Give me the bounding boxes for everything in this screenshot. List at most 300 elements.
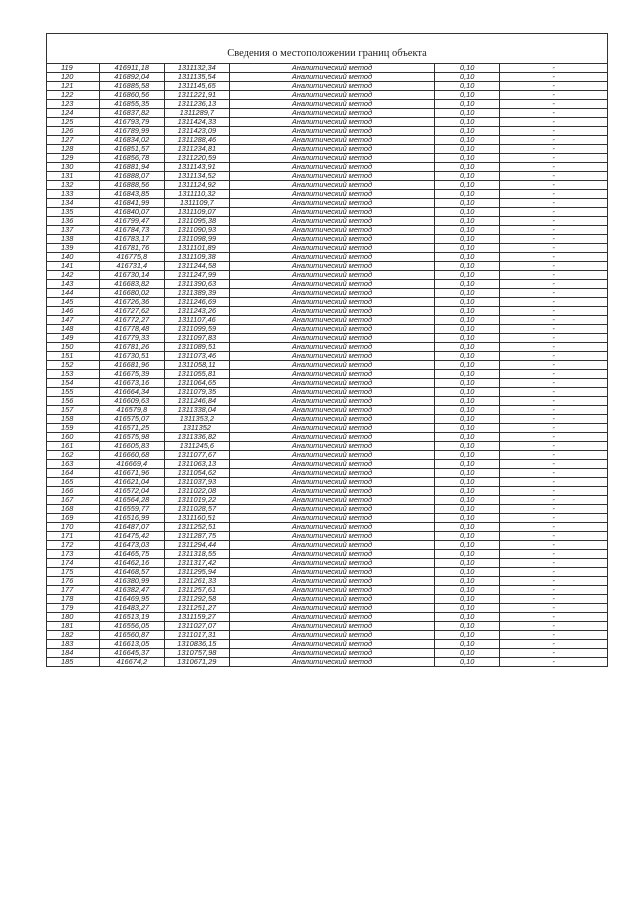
table-row — [47, 289, 608, 298]
y-coordinate-cell: 1311054,62 — [164, 469, 229, 478]
point-number-cell: 138 — [47, 235, 100, 244]
point-number-cell: 131 — [47, 172, 100, 181]
y-coordinate-cell: 1311079,35 — [164, 388, 229, 397]
y-coordinate-cell: 1311336,82 — [164, 433, 229, 442]
x-coordinate-cell: 416784,73 — [99, 226, 164, 235]
x-coordinate-cell: 416727,62 — [99, 307, 164, 316]
point-number-cell: 142 — [47, 271, 100, 280]
point-number-cell: 124 — [47, 109, 100, 118]
table-row — [47, 280, 608, 289]
table-row — [47, 487, 608, 496]
note-cell: - — [500, 568, 608, 577]
point-number-cell: 146 — [47, 307, 100, 316]
y-coordinate-cell: 1311134,52 — [164, 172, 229, 181]
accuracy-cell: 0,10 — [435, 478, 500, 487]
note-cell: - — [500, 289, 608, 298]
method-cell: Аналитический метод — [229, 487, 434, 496]
point-number-cell: 165 — [47, 478, 100, 487]
method-cell: Аналитический метод — [229, 469, 434, 478]
point-number-cell: 183 — [47, 640, 100, 649]
method-cell: Аналитический метод — [229, 406, 434, 415]
method-cell: Аналитический метод — [229, 199, 434, 208]
accuracy-cell: 0,10 — [435, 415, 500, 424]
accuracy-cell: 0,10 — [435, 118, 500, 127]
point-number-cell: 151 — [47, 352, 100, 361]
method-cell: Аналитический метод — [229, 352, 434, 361]
note-cell: - — [500, 172, 608, 181]
point-number-cell: 152 — [47, 361, 100, 370]
accuracy-cell: 0,10 — [435, 433, 500, 442]
note-cell: - — [500, 514, 608, 523]
method-cell: Аналитический метод — [229, 532, 434, 541]
note-cell: - — [500, 577, 608, 586]
method-cell: Аналитический метод — [229, 289, 434, 298]
table-row — [47, 496, 608, 505]
point-number-cell: 149 — [47, 334, 100, 343]
note-cell: - — [500, 559, 608, 568]
note-cell: - — [500, 109, 608, 118]
accuracy-cell: 0,10 — [435, 532, 500, 541]
point-number-cell: 172 — [47, 541, 100, 550]
point-number-cell: 144 — [47, 289, 100, 298]
method-cell: Аналитический метод — [229, 82, 434, 91]
accuracy-cell: 0,10 — [435, 559, 500, 568]
method-cell: Аналитический метод — [229, 496, 434, 505]
method-cell: Аналитический метод — [229, 613, 434, 622]
table-title: Сведения о местоположении границ объекта — [47, 44, 608, 64]
table-row — [47, 181, 608, 190]
point-number-cell: 168 — [47, 505, 100, 514]
table-row — [47, 208, 608, 217]
boundary-coordinates-table — [46, 33, 608, 667]
table-row — [47, 262, 608, 271]
note-cell: - — [500, 235, 608, 244]
x-coordinate-cell: 416675,39 — [99, 370, 164, 379]
accuracy-cell: 0,10 — [435, 163, 500, 172]
y-coordinate-cell: 1311352 — [164, 424, 229, 433]
method-cell: Аналитический метод — [229, 253, 434, 262]
method-cell: Аналитический метод — [229, 343, 434, 352]
table-row — [47, 361, 608, 370]
note-cell: - — [500, 127, 608, 136]
point-number-cell: 136 — [47, 217, 100, 226]
x-coordinate-cell: 416579,8 — [99, 406, 164, 415]
x-coordinate-cell: 416465,75 — [99, 550, 164, 559]
table-row — [47, 532, 608, 541]
method-cell: Аналитический метод — [229, 541, 434, 550]
note-cell: - — [500, 550, 608, 559]
y-coordinate-cell: 1311318,55 — [164, 550, 229, 559]
accuracy-cell: 0,10 — [435, 451, 500, 460]
point-number-cell: 174 — [47, 559, 100, 568]
accuracy-cell: 0,10 — [435, 343, 500, 352]
table-row — [47, 550, 608, 559]
x-coordinate-cell: 416571,25 — [99, 424, 164, 433]
accuracy-cell: 0,10 — [435, 361, 500, 370]
y-coordinate-cell: 1311389,39 — [164, 289, 229, 298]
method-cell: Аналитический метод — [229, 163, 434, 172]
x-coordinate-cell: 416559,77 — [99, 505, 164, 514]
y-coordinate-cell: 1311247,99 — [164, 271, 229, 280]
accuracy-cell: 0,10 — [435, 334, 500, 343]
note-cell: - — [500, 505, 608, 514]
note-cell: - — [500, 622, 608, 631]
y-coordinate-cell: 1311145,65 — [164, 82, 229, 91]
note-cell: - — [500, 253, 608, 262]
accuracy-cell: 0,10 — [435, 586, 500, 595]
point-number-cell: 119 — [47, 64, 100, 73]
accuracy-cell: 0,10 — [435, 541, 500, 550]
note-cell: - — [500, 163, 608, 172]
y-coordinate-cell: 1311019,22 — [164, 496, 229, 505]
table-row — [47, 379, 608, 388]
x-coordinate-cell: 416851,57 — [99, 145, 164, 154]
table-row — [47, 451, 608, 460]
y-coordinate-cell: 1311095,38 — [164, 217, 229, 226]
accuracy-cell: 0,10 — [435, 208, 500, 217]
x-coordinate-cell: 416783,17 — [99, 235, 164, 244]
method-cell: Аналитический метод — [229, 388, 434, 397]
table-row — [47, 505, 608, 514]
table-row — [47, 82, 608, 91]
table-row — [47, 370, 608, 379]
note-cell: - — [500, 433, 608, 442]
y-coordinate-cell: 1311243,26 — [164, 307, 229, 316]
point-number-cell: 135 — [47, 208, 100, 217]
point-number-cell: 148 — [47, 325, 100, 334]
note-cell: - — [500, 478, 608, 487]
method-cell: Аналитический метод — [229, 334, 434, 343]
x-coordinate-cell: 416772,27 — [99, 316, 164, 325]
note-cell: - — [500, 595, 608, 604]
note-cell: - — [500, 307, 608, 316]
point-number-cell: 156 — [47, 397, 100, 406]
table-row — [47, 514, 608, 523]
accuracy-cell: 0,10 — [435, 388, 500, 397]
y-coordinate-cell: 1311295,94 — [164, 568, 229, 577]
y-coordinate-cell: 1311037,93 — [164, 478, 229, 487]
y-coordinate-cell: 1310671,29 — [164, 658, 229, 667]
method-cell: Аналитический метод — [229, 568, 434, 577]
point-number-cell: 121 — [47, 82, 100, 91]
x-coordinate-cell: 416683,82 — [99, 280, 164, 289]
y-coordinate-cell: 1311027,07 — [164, 622, 229, 631]
table-row — [47, 109, 608, 118]
note-cell: - — [500, 244, 608, 253]
method-cell: Аналитический метод — [229, 361, 434, 370]
point-number-cell: 180 — [47, 613, 100, 622]
x-coordinate-cell: 416673,16 — [99, 379, 164, 388]
table-row — [47, 298, 608, 307]
point-number-cell: 122 — [47, 91, 100, 100]
table-row — [47, 613, 608, 622]
note-cell: - — [500, 451, 608, 460]
x-coordinate-cell: 416609,63 — [99, 397, 164, 406]
y-coordinate-cell: 1311077,67 — [164, 451, 229, 460]
method-cell: Аналитический метод — [229, 100, 434, 109]
accuracy-cell: 0,10 — [435, 325, 500, 334]
x-coordinate-cell: 416860,56 — [99, 91, 164, 100]
accuracy-cell: 0,10 — [435, 271, 500, 280]
accuracy-cell: 0,10 — [435, 235, 500, 244]
note-cell: - — [500, 145, 608, 154]
note-cell: - — [500, 82, 608, 91]
point-number-cell: 129 — [47, 154, 100, 163]
table-row — [47, 136, 608, 145]
point-number-cell: 137 — [47, 226, 100, 235]
y-coordinate-cell: 1310757,98 — [164, 649, 229, 658]
note-cell: - — [500, 649, 608, 658]
note-cell: - — [500, 64, 608, 73]
table-row — [47, 199, 608, 208]
table-row — [47, 523, 608, 532]
table-row — [47, 469, 608, 478]
method-cell: Аналитический метод — [229, 595, 434, 604]
x-coordinate-cell: 416664,34 — [99, 388, 164, 397]
y-coordinate-cell: 1311287,75 — [164, 532, 229, 541]
x-coordinate-cell: 416731,4 — [99, 262, 164, 271]
x-coordinate-cell: 416605,83 — [99, 442, 164, 451]
accuracy-cell: 0,10 — [435, 640, 500, 649]
x-coordinate-cell: 416855,35 — [99, 100, 164, 109]
point-number-cell: 130 — [47, 163, 100, 172]
note-cell: - — [500, 523, 608, 532]
document-page — [46, 33, 608, 667]
y-coordinate-cell: 1311257,61 — [164, 586, 229, 595]
y-coordinate-cell: 1311143,91 — [164, 163, 229, 172]
x-coordinate-cell: 416888,56 — [99, 181, 164, 190]
x-coordinate-cell: 416681,96 — [99, 361, 164, 370]
y-coordinate-cell: 1311261,33 — [164, 577, 229, 586]
table-row — [47, 406, 608, 415]
accuracy-cell: 0,10 — [435, 73, 500, 82]
x-coordinate-cell: 416911,18 — [99, 64, 164, 73]
point-number-cell: 159 — [47, 424, 100, 433]
x-coordinate-cell: 416487,07 — [99, 523, 164, 532]
y-coordinate-cell: 1311159,27 — [164, 613, 229, 622]
y-coordinate-cell: 1311160,51 — [164, 514, 229, 523]
note-cell: - — [500, 217, 608, 226]
x-coordinate-cell: 416843,85 — [99, 190, 164, 199]
y-coordinate-cell: 1311245,6 — [164, 442, 229, 451]
accuracy-cell: 0,10 — [435, 82, 500, 91]
point-number-cell: 164 — [47, 469, 100, 478]
accuracy-cell: 0,10 — [435, 613, 500, 622]
note-cell: - — [500, 379, 608, 388]
point-number-cell: 173 — [47, 550, 100, 559]
accuracy-cell: 0,10 — [435, 91, 500, 100]
accuracy-cell: 0,10 — [435, 568, 500, 577]
point-number-cell: 126 — [47, 127, 100, 136]
accuracy-cell: 0,10 — [435, 145, 500, 154]
point-number-cell: 161 — [47, 442, 100, 451]
method-cell: Аналитический метод — [229, 415, 434, 424]
x-coordinate-cell: 416645,37 — [99, 649, 164, 658]
accuracy-cell: 0,10 — [435, 550, 500, 559]
x-coordinate-cell: 416799,47 — [99, 217, 164, 226]
note-cell: - — [500, 532, 608, 541]
y-coordinate-cell: 1311090,93 — [164, 226, 229, 235]
y-coordinate-cell: 1311288,46 — [164, 136, 229, 145]
x-coordinate-cell: 416730,51 — [99, 352, 164, 361]
table-row — [47, 352, 608, 361]
method-cell: Аналитический метод — [229, 136, 434, 145]
accuracy-cell: 0,10 — [435, 595, 500, 604]
accuracy-cell: 0,10 — [435, 505, 500, 514]
method-cell: Аналитический метод — [229, 262, 434, 271]
table-row — [47, 424, 608, 433]
accuracy-cell: 0,10 — [435, 298, 500, 307]
x-coordinate-cell: 416892,04 — [99, 73, 164, 82]
method-cell: Аналитический метод — [229, 244, 434, 253]
x-coordinate-cell: 416781,26 — [99, 343, 164, 352]
method-cell: Аналитический метод — [229, 109, 434, 118]
x-coordinate-cell: 416674,2 — [99, 658, 164, 667]
accuracy-cell: 0,10 — [435, 352, 500, 361]
method-cell: Аналитический метод — [229, 118, 434, 127]
table-row — [47, 595, 608, 604]
method-cell: Аналитический метод — [229, 397, 434, 406]
table-row — [47, 478, 608, 487]
accuracy-cell: 0,10 — [435, 658, 500, 667]
accuracy-cell: 0,10 — [435, 217, 500, 226]
accuracy-cell: 0,10 — [435, 424, 500, 433]
y-coordinate-cell: 1311058,11 — [164, 361, 229, 370]
note-cell: - — [500, 487, 608, 496]
y-coordinate-cell: 1311294,44 — [164, 541, 229, 550]
x-coordinate-cell: 416779,33 — [99, 334, 164, 343]
table-row — [47, 244, 608, 253]
point-number-cell: 150 — [47, 343, 100, 352]
y-coordinate-cell: 1311109,7 — [164, 199, 229, 208]
method-cell: Аналитический метод — [229, 631, 434, 640]
method-cell: Аналитический метод — [229, 442, 434, 451]
point-number-cell: 125 — [47, 118, 100, 127]
note-cell: - — [500, 118, 608, 127]
y-coordinate-cell: 1311338,04 — [164, 406, 229, 415]
x-coordinate-cell: 416840,07 — [99, 208, 164, 217]
y-coordinate-cell: 1311234,81 — [164, 145, 229, 154]
table-row — [47, 631, 608, 640]
note-cell: - — [500, 334, 608, 343]
table-row — [47, 325, 608, 334]
point-number-cell: 158 — [47, 415, 100, 424]
y-coordinate-cell: 1311252,51 — [164, 523, 229, 532]
y-coordinate-cell: 1311063,13 — [164, 460, 229, 469]
method-cell: Аналитический метод — [229, 280, 434, 289]
point-number-cell: 184 — [47, 649, 100, 658]
y-coordinate-cell: 1311424,33 — [164, 118, 229, 127]
table-row — [47, 118, 608, 127]
method-cell: Аналитический метод — [229, 460, 434, 469]
accuracy-cell: 0,10 — [435, 577, 500, 586]
y-coordinate-cell: 1311099,59 — [164, 325, 229, 334]
x-coordinate-cell: 416560,87 — [99, 631, 164, 640]
note-cell: - — [500, 631, 608, 640]
method-cell: Аналитический метод — [229, 658, 434, 667]
method-cell: Аналитический метод — [229, 478, 434, 487]
method-cell: Аналитический метод — [229, 217, 434, 226]
table-row — [47, 649, 608, 658]
accuracy-cell: 0,10 — [435, 631, 500, 640]
point-number-cell: 170 — [47, 523, 100, 532]
x-coordinate-cell: 416837,82 — [99, 109, 164, 118]
table-title-row — [47, 44, 608, 64]
x-coordinate-cell: 416575,07 — [99, 415, 164, 424]
method-cell: Аналитический метод — [229, 298, 434, 307]
y-coordinate-cell: 1311089,51 — [164, 343, 229, 352]
method-cell: Аналитический метод — [229, 550, 434, 559]
accuracy-cell: 0,10 — [435, 127, 500, 136]
table-row — [47, 541, 608, 550]
method-cell: Аналитический метод — [229, 622, 434, 631]
method-cell: Аналитический метод — [229, 172, 434, 181]
point-number-cell: 133 — [47, 190, 100, 199]
y-coordinate-cell: 1311390,63 — [164, 280, 229, 289]
note-cell: - — [500, 181, 608, 190]
table-row — [47, 91, 608, 100]
method-cell: Аналитический метод — [229, 433, 434, 442]
point-number-cell: 162 — [47, 451, 100, 460]
accuracy-cell: 0,10 — [435, 514, 500, 523]
accuracy-cell: 0,10 — [435, 406, 500, 415]
note-cell: - — [500, 613, 608, 622]
point-number-cell: 176 — [47, 577, 100, 586]
y-coordinate-cell: 1311353,2 — [164, 415, 229, 424]
point-number-cell: 182 — [47, 631, 100, 640]
accuracy-cell: 0,10 — [435, 487, 500, 496]
y-coordinate-cell: 1311028,57 — [164, 505, 229, 514]
table-row — [47, 145, 608, 154]
note-cell: - — [500, 91, 608, 100]
table-row — [47, 388, 608, 397]
point-number-cell: 132 — [47, 181, 100, 190]
table-row — [47, 577, 608, 586]
table-row — [47, 307, 608, 316]
note-cell: - — [500, 316, 608, 325]
y-coordinate-cell: 1311244,58 — [164, 262, 229, 271]
accuracy-cell: 0,10 — [435, 64, 500, 73]
note-cell: - — [500, 424, 608, 433]
method-cell: Аналитический метод — [229, 271, 434, 280]
point-number-cell: 139 — [47, 244, 100, 253]
y-coordinate-cell: 1311289,7 — [164, 109, 229, 118]
x-coordinate-cell: 416669,4 — [99, 460, 164, 469]
table-row — [47, 640, 608, 649]
x-coordinate-cell: 416613,05 — [99, 640, 164, 649]
x-coordinate-cell: 416621,04 — [99, 478, 164, 487]
note-cell: - — [500, 469, 608, 478]
point-number-cell: 147 — [47, 316, 100, 325]
y-coordinate-cell: 1311317,42 — [164, 559, 229, 568]
accuracy-cell: 0,10 — [435, 109, 500, 118]
note-cell: - — [500, 199, 608, 208]
method-cell: Аналитический метод — [229, 523, 434, 532]
note-cell: - — [500, 271, 608, 280]
table-row — [47, 658, 608, 667]
point-number-cell: 157 — [47, 406, 100, 415]
note-cell: - — [500, 154, 608, 163]
table-row — [47, 397, 608, 406]
method-cell: Аналитический метод — [229, 424, 434, 433]
x-coordinate-cell: 416513,19 — [99, 613, 164, 622]
x-coordinate-cell: 416473,03 — [99, 541, 164, 550]
table-row — [47, 154, 608, 163]
x-coordinate-cell: 416793,79 — [99, 118, 164, 127]
y-coordinate-cell: 1311221,91 — [164, 91, 229, 100]
y-coordinate-cell: 1311073,46 — [164, 352, 229, 361]
note-cell: - — [500, 496, 608, 505]
